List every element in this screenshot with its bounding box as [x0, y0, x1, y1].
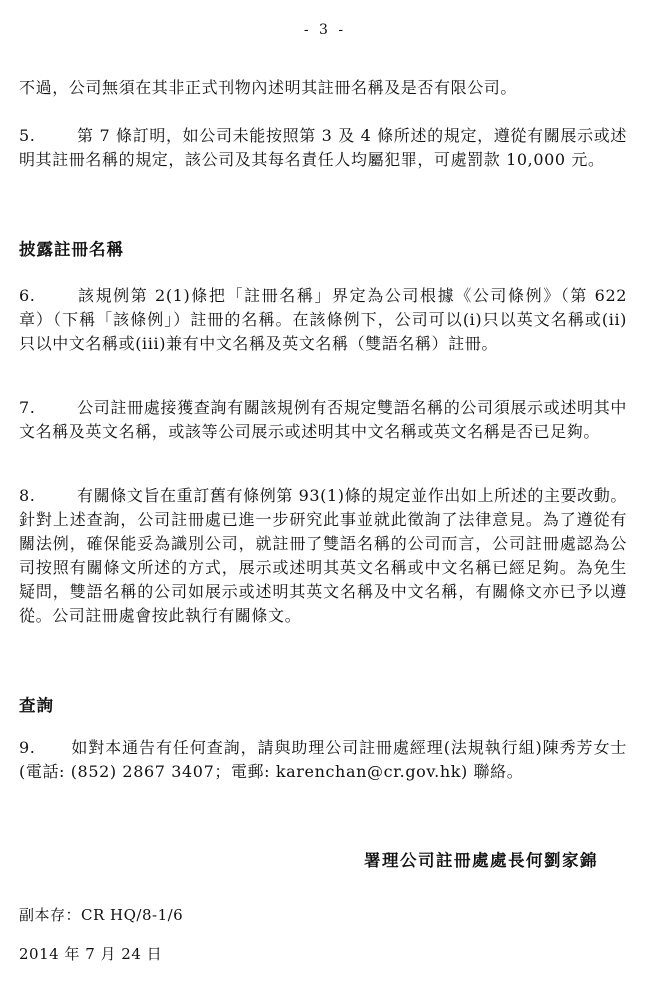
heading-enquiries: 查詢: [19, 696, 54, 715]
paragraph-number: 8.: [19, 486, 36, 505]
paragraph-text: 第 7 條訂明，如公司未能按照第 3 及 4 條所述的規定，遵從有關展示或述明其註冊名稱的規定，該公司及其每名責任人均屬犯罪，可處罰款 10,000 元。: [19, 126, 627, 169]
paragraph-intro-continuation: 不過，公司無須在其非正式刊物內述明其註冊名稱及是否有限公司。: [19, 78, 518, 97]
paragraph-6: [19, 284, 627, 356]
paragraph-number: 9.: [19, 738, 36, 757]
paragraph-5: [19, 124, 627, 172]
paragraph-8: [19, 484, 627, 628]
document-date: 2014 年 7 月 24 日: [19, 945, 163, 963]
page-number: - 3 -: [303, 22, 347, 38]
signature-line: 署理公司註冊處處長何劉家錦: [364, 851, 598, 870]
paragraph-text: 有關條文旨在重訂舊有條例第 93(1)條的規定並作出如上所述的主要改動。針對上述查詢，公司註冊處已進一步研究此事並就此徵詢了法律意見。為了遵從有關法例，確保能妥為識別公司，就註冊了雙語名稱的公司而言，公司註冊處認為公司按照有關條文所述的方式，展示或述明其英文名稱或中文名稱已經足夠。為免生疑問，雙語名稱的公司如展示或述明其英文名稱及中文名稱，有關條文亦已予以遵從。公司註冊處會按此執行有關條文。: [19, 486, 627, 625]
heading-disclosure: 披露註冊名稱: [19, 240, 124, 259]
paragraph-text: 如對本通告有任何查詢，請與助理公司註冊處經理(法規執行組)陳秀芳女士 (電話: (852) 2867 3407；電郵: karenchan@cr.gov.hk) 聯絡。: [19, 738, 627, 781]
copy-reference: 副本存：CR HQ/8-1/6: [19, 906, 184, 924]
paragraph-number: 6.: [19, 286, 36, 305]
paragraph-7: [19, 396, 627, 444]
paragraph-number: 7.: [19, 398, 36, 417]
paragraph-text: 公司註冊處接獲查詢有關該規例有否規定雙語名稱的公司須展示或述明其中文名稱及英文名稱，或該等公司展示或述明其中文名稱或英文名稱是否已足夠。: [19, 398, 627, 441]
paragraph-number: 5.: [19, 126, 36, 145]
paragraph-9: [19, 736, 627, 784]
paragraph-text: 該規例第 2(1)條把「註冊名稱」界定為公司根據《公司條例》（第 622 章）（下稱「該條例」）註冊的名稱。在該條例下，公司可以(i)只以英文名稱或(ii)只以中文名稱或(iii)兼有中文名稱及英文名稱（雙語名稱）註冊。: [19, 286, 627, 353]
